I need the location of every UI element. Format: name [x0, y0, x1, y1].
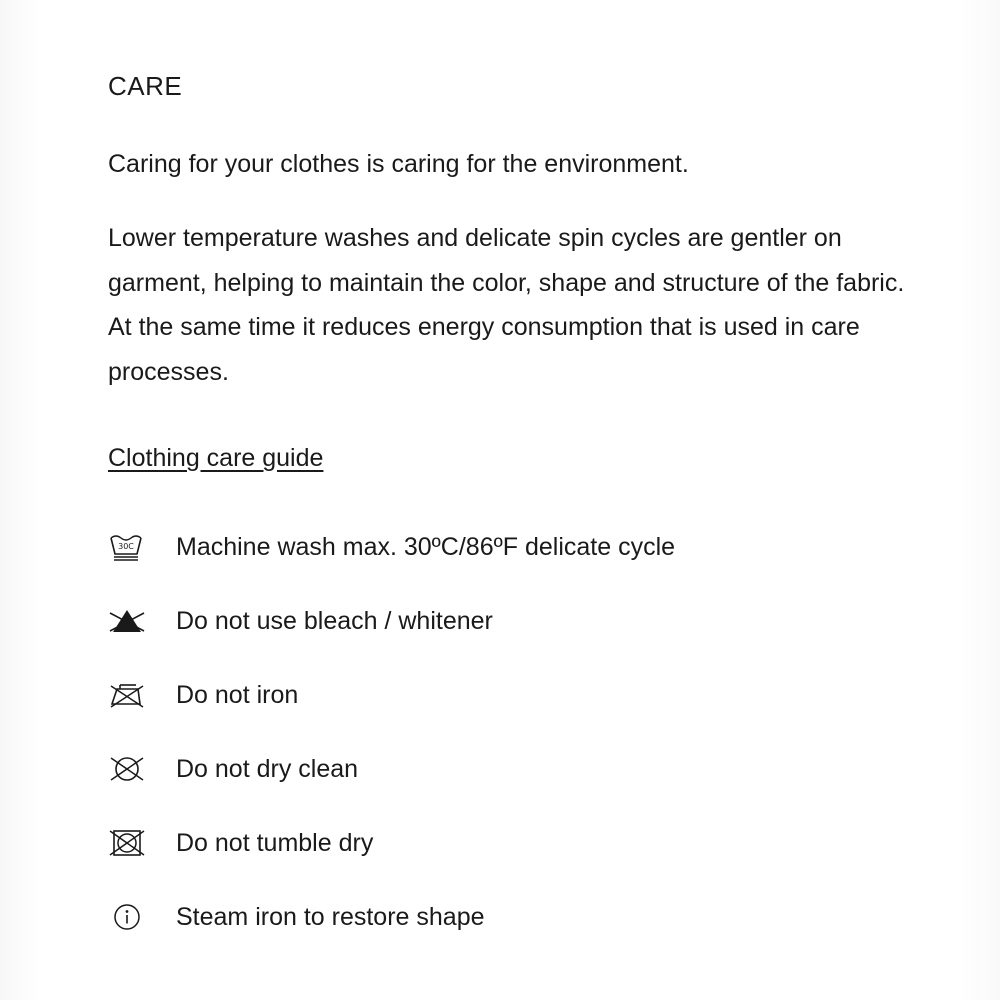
no-tumble-dry-icon	[108, 823, 148, 863]
no-dry-clean-icon	[108, 749, 148, 789]
intro-text: Caring for your clothes is caring for the environment.	[108, 150, 689, 178]
care-item-no-iron	[108, 658, 928, 732]
machine-wash-30-icon	[108, 527, 148, 567]
wash-temp-text: 30C	[118, 542, 134, 551]
care-item-label: Steam iron to restore shape	[176, 902, 485, 931]
info-icon	[108, 897, 148, 937]
no-iron-icon	[108, 675, 148, 715]
care-item-label: Do not dry clean	[176, 754, 359, 783]
section-title: CARE	[108, 71, 183, 101]
care-item-label: Do not tumble dry	[176, 828, 374, 857]
care-item-label: Do not use bleach / whitener	[176, 606, 493, 635]
care-item-no-tumble-dry	[108, 806, 928, 880]
care-description: Lower temperature washes and delicate spin cycles are gentler on garment, helping to maintain the color, shape and structure of the fabric. At the same time it reduces energy consumption that is used in care processes.	[108, 224, 905, 386]
care-instructions-list	[108, 510, 928, 954]
care-item-label: Machine wash max. 30ºC/86ºF delicate cycle	[176, 532, 676, 561]
clothing-care-guide-link[interactable]: Clothing care guide	[108, 444, 324, 472]
care-item-machine-wash	[108, 510, 928, 584]
care-item-label: Do not iron	[176, 680, 299, 709]
no-bleach-icon	[108, 601, 148, 641]
care-section	[108, 66, 928, 954]
care-item-no-dry-clean	[108, 732, 928, 806]
care-item-no-bleach	[108, 584, 928, 658]
care-item-steam-iron	[108, 880, 928, 954]
